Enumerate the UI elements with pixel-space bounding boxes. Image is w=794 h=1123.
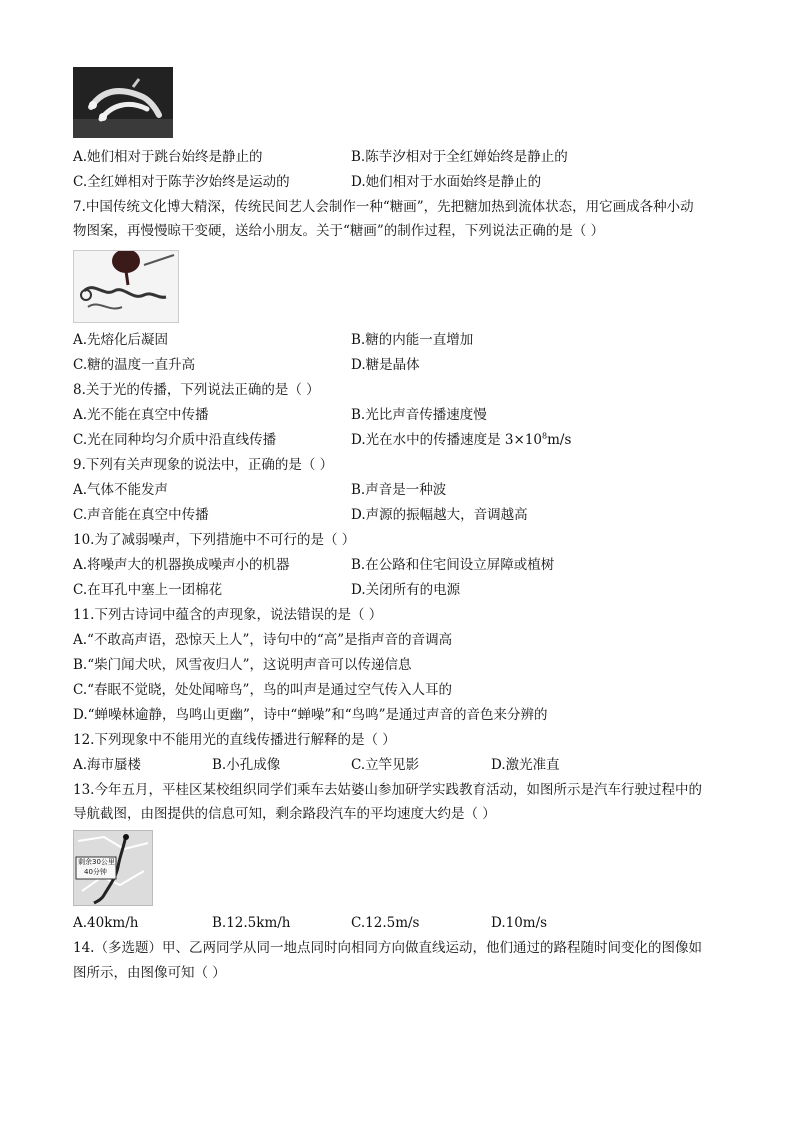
- navigation-map-screenshot: [73, 830, 153, 906]
- q13-option-a: A.40km/h: [73, 915, 139, 931]
- q14-stem-line1: 14.（多选题）甲、乙两同学从同一地点同时向相同方向做直线运动，他们通过的路程随时间变化的图像如: [73, 940, 702, 956]
- q12-stem: 12.下列现象中不能用光的直线传播进行解释的是（ ）: [73, 732, 396, 748]
- q12-option-c: C.立竿见影: [351, 757, 420, 773]
- sugar-painting-photo: [73, 250, 179, 323]
- sugar-painting-icon: [74, 251, 178, 322]
- q9-stem: 9.下列有关声现象的说法中，正确的是（ ）: [73, 457, 334, 473]
- q13-option-d: D.10m/s: [491, 915, 548, 931]
- q6-option-d: D.她们相对于水面始终是静止的: [351, 174, 542, 190]
- q9-option-d: D.声源的振幅越大，音调越高: [351, 507, 528, 523]
- q10-option-c: C.在耳孔中塞上一团棉花: [73, 582, 223, 598]
- q13-stem-line1: 13.今年五月，平桂区某校组织同学们乘车去姑婆山参加研学实践教育活动，如图所示是汽车行驶过程中的: [73, 782, 702, 798]
- q14-stem-line2: 图所示，由图像可知（ ）: [73, 965, 226, 981]
- q13-stem-line2: 导航截图，由图提供的信息可知，剩余路段汽车的平均速度大约是（ ）: [73, 806, 496, 822]
- q11-option-a: A.“不敢高声语，恐惊天上人”，诗句中的“高”是指声音的音调高: [73, 632, 453, 648]
- q6-option-b: B.陈芋汐相对于全红婵始终是静止的: [351, 149, 568, 165]
- q7-option-c: C.糖的温度一直升高: [73, 357, 196, 373]
- q8-option-c: C.光在同种均匀介质中沿直线传播: [73, 432, 277, 448]
- q10-stem: 10.为了减弱噪声，下列措施中不可行的是（ ）: [73, 532, 356, 548]
- q8-stem: 8.关于光的传播，下列说法正确的是（ ）: [73, 382, 320, 398]
- q12-option-a: A.海市蜃楼: [73, 757, 142, 773]
- divers-icon: [73, 67, 173, 138]
- q10-option-d: D.关闭所有的电源: [351, 582, 461, 598]
- q12-option-b: B.小孔成像: [212, 757, 281, 773]
- q8-option-a: A.光不能在真空中传播: [73, 407, 209, 423]
- q13-option-c: C.12.5m/s: [351, 915, 420, 931]
- q10-option-b: B.在公路和住宅间设立屏障或植树: [351, 557, 555, 573]
- q8-option-b: B.光比声音传播速度慢: [351, 407, 487, 423]
- map-remaining-distance-label: 剩余30公里: [78, 858, 115, 866]
- q6-option-c: C.全红婵相对于陈芋汐始终是运动的: [73, 174, 290, 190]
- q7-stem-line2: 物图案，再慢慢晾干变硬，送给小朋友。关于“糖画”的制作过程，下列说法正确的是（ ）: [73, 223, 605, 239]
- q6-option-a: A.她们相对于跳台始终是静止的: [73, 149, 263, 165]
- divers-photo: [73, 67, 173, 138]
- q9-option-a: A.气体不能发声: [73, 482, 169, 498]
- map-remaining-time-label: 40分钟: [84, 868, 107, 876]
- q10-option-a: A.将噪声大的机器换成噪声小的机器: [73, 557, 290, 573]
- q7-option-a: A.先熔化后凝固: [73, 332, 169, 348]
- q7-option-b: B.糖的内能一直增加: [351, 332, 474, 348]
- q7-option-d: D.糖是晶体: [351, 357, 420, 373]
- q9-option-c: C.声音能在真空中传播: [73, 507, 209, 523]
- q9-option-b: B.声音是一种波: [351, 482, 447, 498]
- q12-option-d: D.激光准直: [491, 757, 560, 773]
- q7-stem-line1: 7.中国传统文化博大精深，传统民间艺人会制作一种“糖画”，先把糖加热到流体状态，用它画成各种小动: [73, 199, 694, 215]
- q11-option-c: C.“春眠不觉晓，处处闻啼鸟”，鸟的叫声是通过空气传入人耳的: [73, 682, 452, 698]
- q8-option-d: D.光在水中的传播速度是 $3\times 10^8m/s$: [351, 431, 572, 448]
- q11-option-d: D.“蝉噪林逾静，鸟鸣山更幽”，诗中“蝉噪”和“鸟鸣”是通过声音的音色来分辨的: [73, 707, 548, 723]
- q13-option-b: B.12.5km/h: [212, 915, 291, 931]
- q11-stem: 11.下列古诗词中蕴含的声现象，说法错误的是（ ）: [73, 607, 383, 623]
- q11-option-b: B.“柴门闻犬吠，风雪夜归人”，这说明声音可以传递信息: [73, 657, 412, 673]
